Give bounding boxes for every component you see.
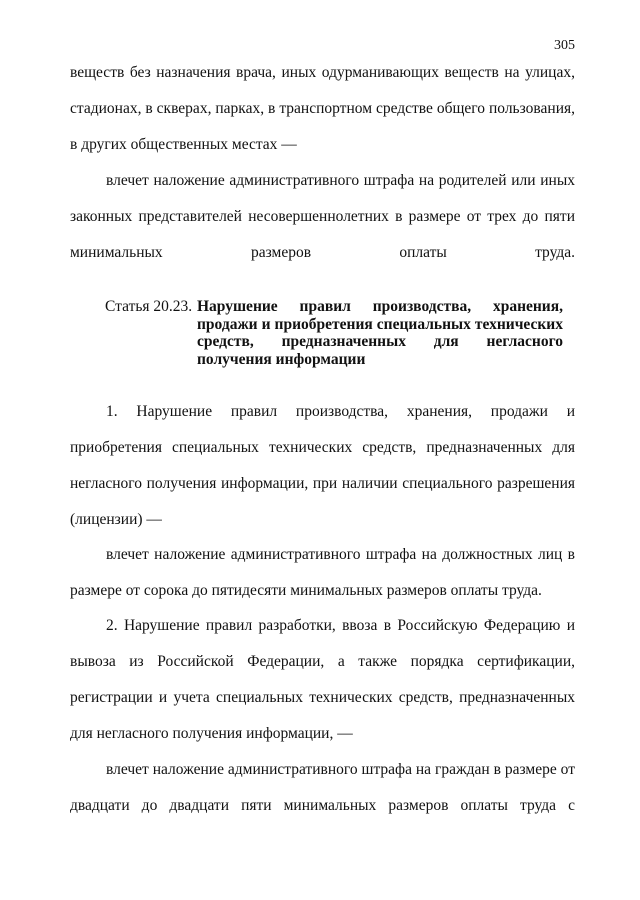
page-number: 305 (554, 38, 575, 53)
paragraph-2: влечет наложение административного штрафа на родителей или иных законных представителей несовершеннолетних в размере от трех до пяти минимальных размеров оплаты труда. (70, 172, 575, 261)
article-title (197, 298, 563, 368)
paragraph-3: 1. Нарушение правил производства, хранения, продажи и приобретения специальных технических средств, предназначенных для негласного получения информации, при наличии специального разрешения (лицензии) — (70, 403, 575, 528)
paragraph-6: влечет наложение административного штрафа на граждан в размере от двадцати до двадцати пяти минимальных размеров оплаты труда с (70, 761, 575, 814)
paragraph-5: 2. Нарушение правил разработки, ввоза в Российскую Федерацию и вывоза из Российской Федерации, а также порядка сертификации, регистрации и учета специальных технических средств, предназначенных для негласного получения информации, — (70, 617, 575, 742)
article-title-line: средств, предназначенных для негласного (197, 333, 563, 350)
article-number: Статья 20.23. (105, 298, 193, 315)
article-title-line: Нарушение правил производства, хранения, (197, 298, 563, 315)
article-title-line: получения информации (197, 350, 366, 368)
paragraph-1: веществ без назначения врача, иных одурманивающих веществ на улицах, стадионах, в скверах, парках, в транспортном средстве общего пользования, в других общественных местах — (70, 64, 575, 153)
article-title-line: продажи и приобретения специальных технических (197, 315, 563, 333)
paragraph-4: влечет наложение административного штрафа на должностных лиц в размере от сорока до пятидесяти минимальных размеров оплаты труда. (70, 546, 575, 599)
